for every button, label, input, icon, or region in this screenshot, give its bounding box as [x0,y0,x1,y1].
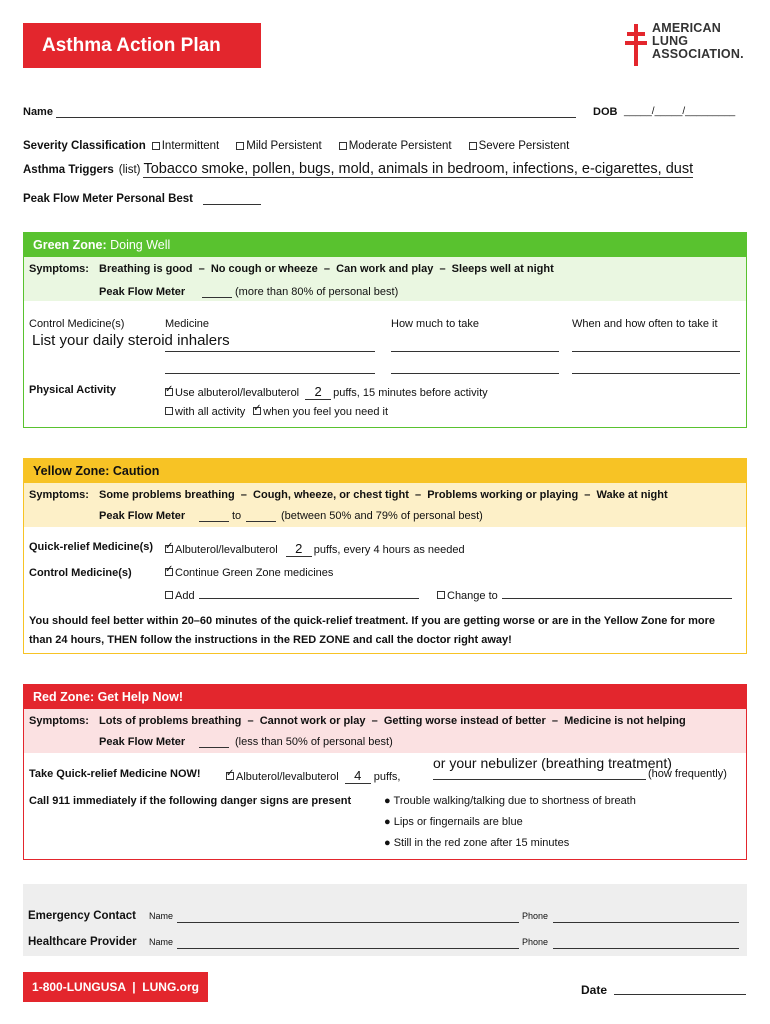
dob-label: DOB [593,106,618,118]
green-zone-header [24,233,746,257]
peak-best-label: Peak Flow Meter Personal Best [23,193,194,205]
danger-sign-2-text: Lips or fingernails are blue [393,816,523,828]
green-zone-title: Green Zone: [33,238,107,252]
red-how-frequently: (how frequently) [648,768,727,780]
red-take-checkbox[interactable] [226,772,234,780]
yellow-quick-med: Albuterol/levalbuterol [175,544,278,556]
page-title: Asthma Action Plan [23,23,261,68]
yellow-zone [23,458,747,654]
severity-moderate-label: Moderate Persistent [348,140,452,152]
name-field[interactable] [56,106,576,118]
green-activity-checkbox[interactable] [165,388,173,396]
red-symptoms-text: Lots of problems breathing – Cannot work or play – Getting worse instead of better – Medicine is not helping [99,715,686,727]
peak-best-field[interactable] [203,193,261,205]
continue-green-label: Continue Green Zone medicines [175,567,334,579]
red-peak-note: (less than 50% of personal best) [235,736,393,748]
green-when-line-1[interactable] [572,340,740,352]
green-activity-note: puffs, 15 minutes before activity [333,387,488,399]
severity-mild-label: Mild Persistent [246,140,322,152]
green-how-much-line-1[interactable] [391,340,559,352]
emergency-phone-label: Phone [522,911,549,921]
green-peak-field[interactable] [202,286,232,298]
triggers-field[interactable]: Tobacco smoke, pollen, bugs, mold, animals in bedroom, infections, e-cigarettes, dust [143,161,694,177]
when-need-label: when you feel you need it [263,406,389,418]
yellow-quick-note: puffs, every 4 hours as needed [313,544,465,556]
emergency-phone-field[interactable] [553,911,739,923]
green-medicine-line-1[interactable] [165,340,375,352]
yellow-peak-to: to [232,510,242,522]
name-label: Name [23,106,53,118]
severity-label: Severity Classification [23,140,146,152]
logo-line-3: ASSOCIATION. [652,47,744,61]
provider-phone-label: Phone [522,937,549,947]
double-cross-icon [624,22,648,68]
red-zone [23,684,747,860]
green-symptoms-band [24,257,746,301]
green-symptoms-label: Symptoms: [29,263,89,275]
green-activity-row [165,384,488,400]
triggers-row [23,161,693,178]
green-activity-med: Use albuterol/levalbuterol [175,387,300,399]
yellow-warning: You should feel better within 20–60 minutes of the quick-relief treatment. If you are getting worse or are in the Yellow Zone for more than 24 hours, THEN follow the instructions in the RED ZONE and call the doctor right away! [29,615,716,646]
green-col-when: When and how often to take it [572,318,718,330]
green-activity-options [165,406,388,418]
green-activity-label: Physical Activity [29,384,117,396]
severity-intermittent-checkbox[interactable] [152,142,160,150]
add-checkbox[interactable] [165,591,173,599]
red-nebulizer-value[interactable]: or your nebulizer (breathing treatment) [433,755,672,771]
change-label: Change to [447,590,498,602]
green-activity-puffs[interactable]: 2 [305,384,331,400]
green-when-line-2[interactable] [572,362,740,374]
severity-severe-label: Severe Persistent [478,140,570,152]
red-take-label: Take Quick-relief Medicine NOW! [29,768,201,780]
add-label: Add [175,590,195,602]
yellow-control-label: Control Medicine(s) [29,567,132,579]
emergency-contact-label: Emergency Contact [28,910,137,922]
green-medicine-value[interactable]: List your daily steroid inhalers [32,332,230,349]
severity-intermittent-label: Intermittent [161,140,220,152]
danger-sign-3: ● Still in the red zone after 15 minutes [384,837,570,849]
date-label: Date [581,983,608,997]
yellow-quick-checkbox[interactable] [165,545,173,553]
red-call-label: Call 911 immediately if the following danger signs are present [29,795,352,807]
add-field[interactable] [199,587,419,599]
severity-row [23,140,569,152]
date-field[interactable] [614,983,746,995]
severity-mild-checkbox[interactable] [236,142,244,150]
severity-severe-checkbox[interactable] [469,142,477,150]
green-zone-subtitle: Doing Well [106,238,171,252]
yellow-continue-row [165,567,333,579]
green-how-much-line-2[interactable] [391,362,559,374]
green-col-medicine: Medicine [165,318,210,330]
green-peak-label: Peak Flow Meter [99,286,186,298]
yellow-add-row [165,587,419,602]
yellow-quick-label: Quick-relief Medicine(s) [29,541,154,553]
red-take-row [226,768,400,784]
dob-field[interactable]: _____/_____/_________ [624,106,736,117]
red-take-med: Albuterol/levalbuterol [236,771,339,783]
change-field[interactable] [502,587,732,599]
green-control-label: Control Medicine(s) [29,318,125,330]
red-frequency-field[interactable] [433,768,646,780]
yellow-peak-note: (between 50% and 79% of personal best) [281,510,483,522]
red-symptoms-label: Symptoms: [29,715,89,727]
green-peak-note: (more than 80% of personal best) [235,286,399,298]
triggers-sublabel: (list) [118,164,141,176]
yellow-symptoms-text: Some problems breathing – Cough, wheeze, or chest tight – Problems working or playing – Wake at night [99,489,668,501]
with-all-activity-label: with all activity [175,406,246,418]
green-col-how-much: How much to take [391,318,480,330]
lung-contact-badge: 1-800-LUNGUSA | LUNG.org [23,972,208,1002]
yellow-symptoms-label: Symptoms: [29,489,89,501]
danger-sign-2: ● Lips or fingernails are blue [384,816,523,828]
emergency-name-label: Name [149,911,174,921]
yellow-quick-row [165,541,465,557]
red-symptoms-band [24,709,746,753]
healthcare-provider-label: Healthcare Provider [28,936,137,948]
green-symptoms-text: Breathing is good – No cough or wheeze – Can work and play – Sleeps well at night [99,263,554,275]
with-all-activity-checkbox[interactable] [165,407,173,415]
severity-moderate-checkbox[interactable] [339,142,347,150]
provider-name-label: Name [149,937,174,947]
yellow-peak-to-field[interactable] [246,510,276,522]
change-checkbox[interactable] [437,591,445,599]
red-zone-header: Red Zone: Get Help Now! [24,685,746,709]
red-take-puffs-label: puffs, [373,771,401,783]
danger-sign-1-text: Trouble walking/talking due to shortness of breath [393,795,636,807]
yellow-quick-puffs[interactable]: 2 [286,541,312,557]
triggers-label: Asthma Triggers [23,164,114,176]
contacts-box [23,884,747,956]
yellow-change-row [437,587,732,602]
red-take-puffs[interactable]: 4 [345,768,371,784]
yellow-symptoms-band [24,483,746,527]
provider-phone-field[interactable] [553,937,739,949]
danger-sign-3-text: Still in the red zone after 15 minutes [393,837,570,849]
green-zone [23,232,747,428]
yellow-peak-from-field[interactable] [199,510,229,522]
danger-sign-1: ● Trouble walking/talking due to shortness of breath [384,795,636,807]
provider-name-field[interactable] [177,937,519,949]
ala-logo [624,22,744,68]
logo-line-2: LUNG [652,34,689,48]
logo-line-1: AMERICAN [652,21,721,35]
when-need-checkbox[interactable] [253,407,261,415]
yellow-zone-header: Yellow Zone: Caution [24,459,746,483]
red-peak-field[interactable] [199,736,229,748]
green-medicine-line-2[interactable] [165,362,375,374]
red-peak-label: Peak Flow Meter [99,736,186,748]
emergency-name-field[interactable] [177,911,519,923]
continue-green-checkbox[interactable] [165,568,173,576]
yellow-peak-label: Peak Flow Meter [99,510,186,522]
